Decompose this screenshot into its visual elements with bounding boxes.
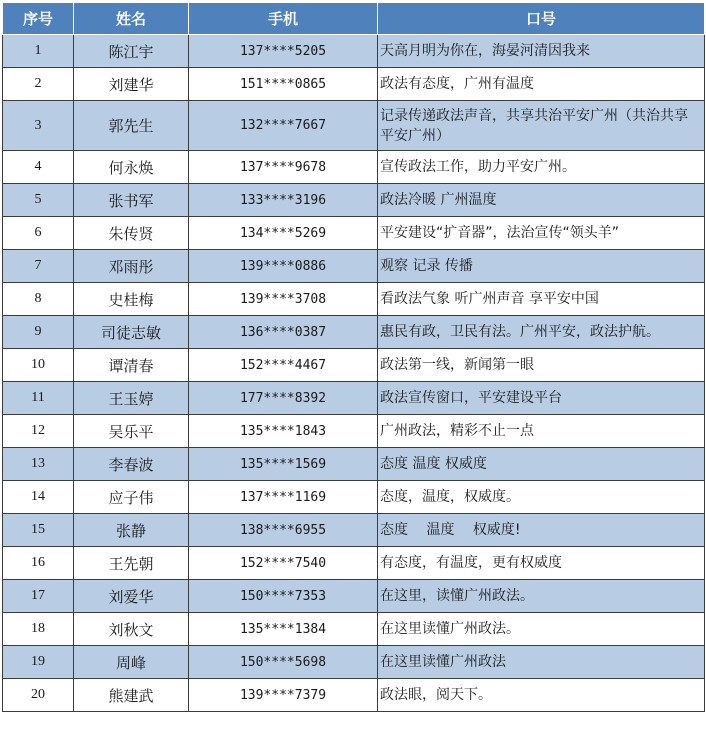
cell-phone: 137****9678 [189, 151, 378, 184]
cell-name: 邓雨彤 [74, 250, 189, 283]
cell-phone: 136****0387 [189, 316, 378, 349]
cell-slogan: 观察 记录 传播 [378, 250, 705, 283]
cell-phone: 139****7379 [189, 679, 378, 712]
header-name: 姓名 [74, 3, 189, 35]
table-row [3, 448, 705, 481]
cell-phone: 135****1384 [189, 613, 378, 646]
cell-name: 熊建武 [74, 679, 189, 712]
table-row [3, 580, 705, 613]
cell-index: 13 [3, 448, 74, 481]
cell-phone: 137****1169 [189, 481, 378, 514]
cell-phone: 152****7540 [189, 547, 378, 580]
table-row [3, 184, 705, 217]
cell-slogan: 政法第一线，新闻第一眼 [378, 349, 705, 382]
cell-name: 司徒志敏 [74, 316, 189, 349]
cell-slogan: 态度 温度 权威度 [378, 448, 705, 481]
slogan-table [2, 3, 705, 712]
table-row [3, 415, 705, 448]
cell-index: 19 [3, 646, 74, 679]
cell-phone: 135****1569 [189, 448, 378, 481]
cell-slogan: 惠民有政，卫民有法。广州平安，政法护航。 [378, 316, 705, 349]
cell-name: 郭先生 [74, 101, 189, 151]
cell-phone: 177****8392 [189, 382, 378, 415]
cell-index: 11 [3, 382, 74, 415]
cell-phone: 132****7667 [189, 101, 378, 151]
cell-index: 8 [3, 283, 74, 316]
cell-slogan: 政法眼，阅天下。 [378, 679, 705, 712]
cell-name: 李春波 [74, 448, 189, 481]
table-row [3, 382, 705, 415]
cell-slogan: 宣传政法工作，助力平安广州。 [378, 151, 705, 184]
table-row [3, 68, 705, 101]
cell-name: 吴乐平 [74, 415, 189, 448]
cell-index: 12 [3, 415, 74, 448]
cell-slogan: 在这里，读懂广州政法。 [378, 580, 705, 613]
cell-index: 20 [3, 679, 74, 712]
cell-slogan: 政法宣传窗口，平安建设平台 [378, 382, 705, 415]
cell-slogan: 记录传递政法声音，共享共治平安广州（共治共享平安广州） [378, 101, 705, 151]
cell-slogan: 平安建设“扩音器”，法治宣传“领头羊” [378, 217, 705, 250]
cell-index: 14 [3, 481, 74, 514]
cell-slogan: 政法冷暖 广州温度 [378, 184, 705, 217]
cell-index: 3 [3, 101, 74, 151]
cell-slogan: 在这里读懂广州政法 [378, 646, 705, 679]
cell-slogan: 态度 温度 权威度! [378, 514, 705, 547]
cell-name: 张书军 [74, 184, 189, 217]
cell-phone: 139****3708 [189, 283, 378, 316]
cell-name: 刘建华 [74, 68, 189, 101]
cell-index: 4 [3, 151, 74, 184]
cell-slogan: 看政法气象 听广州声音 享平安中国 [378, 283, 705, 316]
header-slogan: 口号 [378, 3, 705, 35]
cell-index: 7 [3, 250, 74, 283]
table-row [3, 547, 705, 580]
cell-index: 5 [3, 184, 74, 217]
cell-index: 1 [3, 35, 74, 68]
slogan-table-container [2, 3, 704, 712]
cell-name: 应子伟 [74, 481, 189, 514]
cell-index: 18 [3, 613, 74, 646]
cell-slogan: 政法有态度，广州有温度 [378, 68, 705, 101]
cell-name: 张静 [74, 514, 189, 547]
header-index: 序号 [3, 3, 74, 35]
table-row [3, 101, 705, 151]
cell-name: 刘秋文 [74, 613, 189, 646]
table-row [3, 283, 705, 316]
cell-index: 10 [3, 349, 74, 382]
cell-name: 何永焕 [74, 151, 189, 184]
table-row [3, 613, 705, 646]
cell-name: 朱传贤 [74, 217, 189, 250]
cell-phone: 134****5269 [189, 217, 378, 250]
cell-slogan: 态度，温度，权威度。 [378, 481, 705, 514]
table-row [3, 151, 705, 184]
cell-phone: 135****1843 [189, 415, 378, 448]
cell-phone: 138****6955 [189, 514, 378, 547]
cell-name: 刘爱华 [74, 580, 189, 613]
cell-phone: 150****5698 [189, 646, 378, 679]
table-header-row [3, 3, 705, 35]
cell-slogan: 广州政法，精彩不止一点 [378, 415, 705, 448]
table-row [3, 514, 705, 547]
cell-slogan: 天高月明为你在，海晏河清因我来 [378, 35, 705, 68]
cell-phone: 152****4467 [189, 349, 378, 382]
table-body [3, 35, 705, 712]
table-row [3, 646, 705, 679]
cell-name: 周峰 [74, 646, 189, 679]
cell-slogan: 有态度，有温度，更有权威度 [378, 547, 705, 580]
table-row [3, 316, 705, 349]
cell-index: 2 [3, 68, 74, 101]
cell-index: 9 [3, 316, 74, 349]
cell-name: 谭清春 [74, 349, 189, 382]
cell-phone: 150****7353 [189, 580, 378, 613]
cell-name: 陈江宇 [74, 35, 189, 68]
table-row [3, 349, 705, 382]
cell-index: 16 [3, 547, 74, 580]
table-row [3, 35, 705, 68]
cell-name: 王玉婷 [74, 382, 189, 415]
table-row [3, 679, 705, 712]
cell-phone: 151****0865 [189, 68, 378, 101]
table-row [3, 217, 705, 250]
cell-index: 15 [3, 514, 74, 547]
cell-phone: 137****5205 [189, 35, 378, 68]
cell-phone: 139****0886 [189, 250, 378, 283]
cell-index: 6 [3, 217, 74, 250]
header-phone: 手机 [189, 3, 378, 35]
cell-name: 史桂梅 [74, 283, 189, 316]
cell-name: 王先朝 [74, 547, 189, 580]
cell-index: 17 [3, 580, 74, 613]
cell-phone: 133****3196 [189, 184, 378, 217]
cell-slogan: 在这里读懂广州政法。 [378, 613, 705, 646]
table-row [3, 481, 705, 514]
table-row [3, 250, 705, 283]
